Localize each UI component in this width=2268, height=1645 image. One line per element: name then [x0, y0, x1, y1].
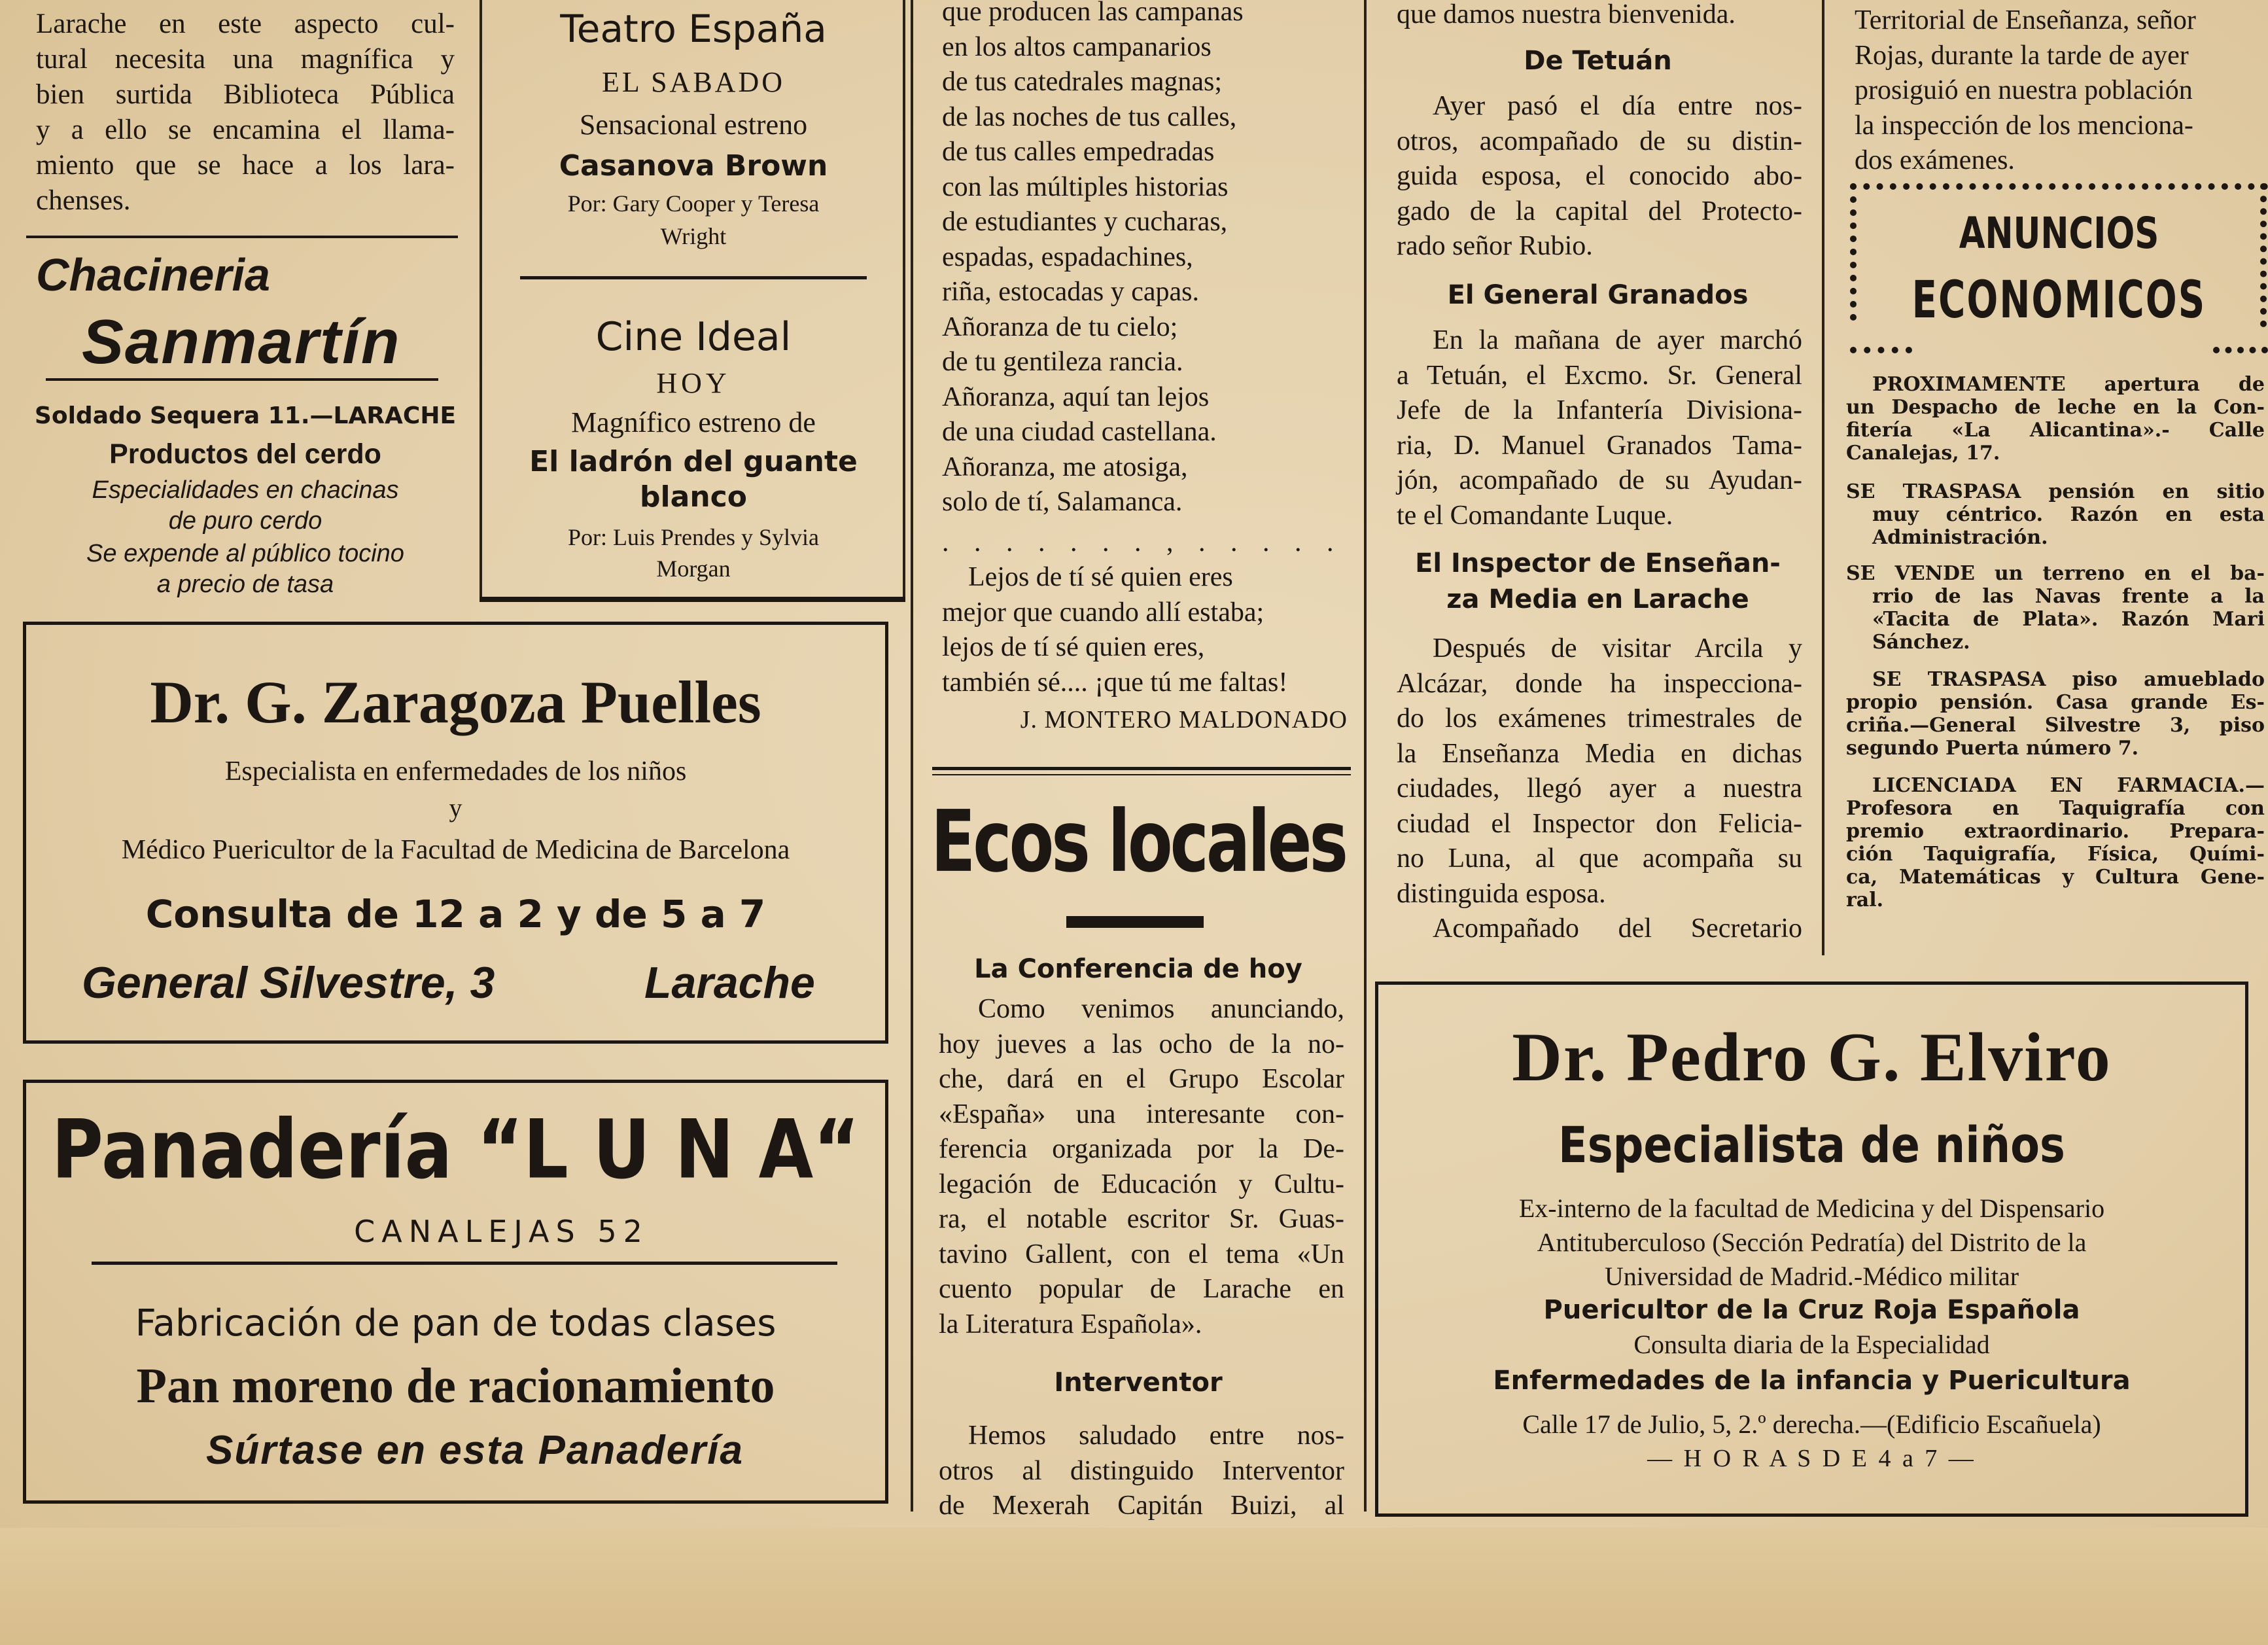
text-line: ra, el notable escritor Sr. Guas- [939, 1204, 1344, 1234]
text-line: En la mañana de ayer marchó [1433, 325, 1802, 355]
text-line: chenses. [36, 185, 131, 216]
poem-line: de tu gentileza rancia. [942, 347, 1183, 377]
teatro-espana-ad [484, 0, 903, 275]
text-line: che, dará en el Grupo Escolar [939, 1064, 1344, 1094]
chacineria-ad [20, 249, 471, 602]
text-line: y a ello se encamina el llama- [36, 115, 455, 145]
text-line: propio pensión. Casa grande Es- [1846, 691, 2265, 714]
inspection-article [1855, 3, 2267, 179]
teatro-film: Casanova Brown [559, 149, 828, 183]
anuncios-title-1: ANUNCIOS [1959, 208, 2159, 258]
divider [480, 597, 905, 602]
elviro-line: Consulta diaria de la Especialidad [1633, 1330, 1990, 1359]
cine-tagline: Magnífico estreno de [571, 406, 816, 438]
elviro-hours: — H O R A S D E 4 a 7 — [1647, 1445, 1976, 1472]
poem-line: Añoranza, me atosiga, [942, 451, 1188, 482]
text-line: PROXIMAMENTE apertura de [1872, 373, 2265, 396]
conference-heading: La Conferencia de hoy [974, 954, 1302, 984]
poem-line: riña, estocadas y capas. [942, 277, 1199, 307]
text-line: no Luna, al que acompaña su [1397, 843, 1802, 874]
text-line: premio extraordinario. Prepara- [1846, 820, 2265, 843]
text-line: guida esposa, el conocido abo- [1397, 161, 1802, 191]
local-news-column [1384, 0, 1812, 955]
cine-ideal-ad [484, 308, 903, 582]
text-line: un Despacho de leche en la Con- [1846, 396, 2265, 419]
zaragoza-city: Larache [644, 958, 815, 1008]
elviro-line: Antituberculoso (Sección Pedratía) del Distrito de la [1537, 1228, 2087, 1257]
text-line: prosiguió en nuestra población [1855, 75, 2193, 105]
elviro-name: Dr. Pedro G. Elviro [1512, 1019, 2112, 1095]
text-line: SE TRASPASA piso amueblado [1872, 668, 2265, 691]
ecos-locales-section [916, 792, 1361, 1521]
text-line: criña.—General Silvestre 3, piso [1846, 714, 2265, 737]
dotted-border [2260, 183, 2267, 327]
anuncios-economicos-header [1850, 183, 2268, 357]
divider [520, 276, 867, 279]
page-bottom-margin [0, 1528, 2268, 1645]
text-line: otros, acompañado de su distin- [1397, 126, 1802, 156]
divider [932, 767, 1351, 770]
chacineria-line: a precio de tasa [156, 571, 334, 598]
text-line: la Literatura Española». [939, 1309, 1202, 1339]
granados-text [1397, 323, 1802, 533]
classified-ad [1846, 480, 2265, 549]
elviro-line: Enfermedades de la infancia y Puericultura [1493, 1366, 2131, 1396]
luna-address: CANALEJAS 52 [354, 1214, 649, 1249]
text-line: Administración. [1872, 526, 2048, 549]
text-line: rrio de las Navas frente a la [1872, 585, 2265, 608]
inspector-text [1397, 631, 1802, 947]
poem-line: Añoranza, aquí tan lejos [942, 381, 1210, 412]
classified-ad [1846, 668, 2265, 760]
chacineria-line: Especialidades en chacinas [92, 476, 399, 504]
poem-line: de tus calles empedradas [942, 137, 1215, 167]
text-line: legación de Educación y Cultu- [939, 1169, 1344, 1199]
poem-line: Lejos de tí sé quien eres [968, 562, 1233, 592]
elviro-line: Calle 17 de Julio, 5, 2.º derecha.—(Edificio Escañuela) [1522, 1409, 2101, 1439]
text-line: Territorial de Enseñanza, señor [1855, 5, 2196, 35]
tetuan-text [1397, 89, 1802, 264]
poem-dots: . . . . . . . , . . . . . [942, 527, 1343, 557]
chacineria-address: Soldado Sequera 11.—LARACHE [34, 402, 457, 429]
panaderia-luna-ad [23, 1080, 888, 1504]
chacineria-title-1: Chacineria [36, 249, 270, 300]
poem-line: Añoranza de tu cielo; [942, 311, 1178, 342]
elviro-line: Ex-interno de la facultad de Medicina y del Dispensario [1518, 1194, 2105, 1223]
tetuan-heading: De Tetuán [1524, 46, 1672, 76]
luna-line-3: Súrtase en esta Panadería [206, 1428, 744, 1473]
zaragoza-and: y [449, 793, 462, 822]
text-line: Jefe de la Infantería Divisiona- [1397, 395, 1802, 425]
teatro-tagline: Sensacional estreno [579, 109, 808, 141]
poem-line: espadas, espadachines, [942, 241, 1193, 272]
text-line: ferencia organizada por la De- [939, 1134, 1344, 1164]
column-rule [903, 0, 905, 601]
column-rule [1364, 0, 1367, 1512]
text-line: ca, Matemáticas y Cultura Gene- [1846, 866, 2265, 889]
text-line: Profesora en Taquigrafía con [1846, 797, 2265, 820]
dotted-border [1850, 183, 1857, 321]
elviro-spec: Especialista de niños [1558, 1116, 2065, 1174]
classified-ad [1846, 562, 2265, 654]
text-line: Rojas, durante la tarde de ayer [1855, 40, 2189, 71]
interventor-heading: Interventor [1054, 1368, 1223, 1398]
text-line: jón, acompañado de su Ayudan- [1397, 465, 1802, 495]
chacineria-products: Productos del cerdo [109, 438, 381, 470]
text-line: ción Taquigrafía, Física, Quími- [1846, 843, 2265, 866]
interventor-text [939, 1419, 1344, 1524]
classified-ads [1846, 373, 2265, 911]
column-rule [480, 0, 482, 601]
column-rule [911, 0, 913, 1512]
zaragoza-street: General Silvestre, 3 [82, 958, 495, 1008]
biblioteca-article [36, 7, 455, 219]
poem-line: de las noches de tus calles, [942, 101, 1237, 132]
text-line: Larache en este aspecto cul- [36, 9, 455, 39]
text-line: de Mexerah Capitán Buizi, al [939, 1491, 1344, 1521]
text-line: SE VENDE un terreno en el ba- [1846, 562, 2265, 585]
poem-line: lejos de tí sé quien eres, [942, 632, 1205, 662]
text-line: tavino Gallent, con el tema «Un [939, 1239, 1344, 1269]
text-line: Alcázar, donde ha inspecciona- [1397, 668, 1802, 699]
text-line: bien surtida Biblioteca Pública [36, 79, 455, 110]
zaragoza-spec: Especialista en enfermedades de los niños [224, 756, 687, 787]
text-line: Canalejas, 17. [1846, 442, 2000, 465]
text-line: «Tacita de Plata». Razón Mari [1872, 608, 2265, 631]
ecos-title: Ecos locales [931, 792, 1346, 892]
poem-line: también sé.... ¡que tú me faltas! [942, 667, 1288, 698]
divider [92, 1262, 837, 1265]
text-line: ria, D. Manuel Granados Tama- [1397, 430, 1802, 461]
text-line: ciudades, llegó ayer a nuestra [1397, 773, 1802, 804]
teatro-name: Teatro España [560, 7, 827, 51]
text-line: que damos nuestra bienvenida. [1397, 0, 1736, 29]
text-line: fitería «La Alicantina».- Calle [1846, 419, 2265, 442]
text-line: miento que se hace a los lara- [36, 150, 455, 181]
text-line: te el Comandante Luque. [1397, 500, 1673, 531]
text-line: Sánchez. [1872, 631, 1970, 654]
elviro-line: Universidad de Madrid.-Médico militar [1604, 1262, 2019, 1291]
text-line: muy céntrico. Razón en esta [1872, 503, 2265, 526]
zaragoza-ad [23, 622, 888, 1044]
text-line: dos exámenes. [1855, 145, 2015, 175]
text-line: la inspección de los menciona- [1855, 110, 2193, 141]
luna-line-1: Fabricación de pan de todas clases [135, 1302, 776, 1345]
poem-line: con las múltiples historias [942, 171, 1229, 202]
text-line: Ayer pasó el día entre nos- [1433, 91, 1802, 121]
poem-line: en los altos campanarios [942, 31, 1212, 62]
inspector-heading: za Media en Larache [1446, 584, 1749, 614]
poem-line: de tus catedrales magnas; [942, 67, 1222, 97]
text-line: SE TRASPASA pensión en sitio [1846, 480, 2265, 503]
conference-text [939, 992, 1344, 1342]
chacineria-title-2: Sanmartín [82, 307, 401, 377]
cine-day: HOY [656, 367, 731, 399]
divider [26, 236, 458, 238]
text-line: cuento popular de Larache en [939, 1274, 1344, 1304]
luna-line-2: Pan moreno de racionamiento [136, 1358, 775, 1413]
text-line: la Enseñanza Media en dichas [1397, 738, 1802, 769]
salamanca-poem [942, 0, 1348, 738]
text-line: Hemos saludado entre nos- [968, 1421, 1344, 1451]
text-line: LICENCIADA EN FARMACIA.— [1872, 774, 2265, 797]
text-line: a Tetuán, el Excmo. Sr. General [1397, 360, 1802, 391]
text-line: tural necesita una magnífica y [36, 44, 455, 75]
poem-line: solo de tí, Salamanca. [942, 487, 1183, 517]
divider [932, 774, 1351, 775]
poem-line: de una ciudad castellana. [942, 417, 1217, 447]
text-line: rado señor Rubio. [1397, 231, 1593, 261]
anuncios-title-2: ECONOMICOS [1911, 271, 2207, 330]
poem-line: de estudiantes y cucharas, [942, 207, 1228, 237]
divider [1066, 916, 1204, 928]
divider [46, 378, 438, 381]
teatro-cast: Wright [660, 223, 727, 249]
zaragoza-name: Dr. G. Zaragoza Puelles [150, 669, 761, 735]
text-line: Como venimos anunciando, [978, 994, 1344, 1024]
luna-title: Panadería “L U N A“ [51, 1103, 860, 1197]
inspector-heading: El Inspector de Enseñan- [1415, 548, 1781, 578]
text-line: otros al distinguido Interventor [939, 1455, 1344, 1486]
text-line: distinguida esposa. [1397, 878, 1606, 909]
granados-heading: El General Granados [1447, 280, 1749, 310]
cine-name: Cine Ideal [595, 314, 792, 360]
text-line: ciudad el Inspector don Felicia- [1397, 808, 1802, 839]
text-line: hoy jueves a las ocho de la no- [939, 1029, 1344, 1059]
dotted-border [2213, 347, 2268, 353]
cine-film: blanco [640, 480, 747, 514]
dotted-border [1850, 183, 2268, 190]
text-line: Después de visitar Arcila y [1433, 633, 1802, 663]
classified-ad [1846, 774, 2265, 911]
poem-line: mejor que cuando allí estaba; [942, 597, 1265, 628]
text-line: Acompañado del Secretario [1433, 913, 1802, 944]
text-line: «España» una interesante con- [939, 1099, 1344, 1129]
cine-film: El ladrón del guante [529, 445, 858, 478]
text-line: ral. [1846, 889, 1884, 911]
zaragoza-medico: Médico Puericultor de la Facultad de Medicina de Barcelona [121, 835, 790, 865]
elviro-line: Puericultor de la Cruz Roja Española [1543, 1295, 2080, 1325]
poem-author: J. MONTERO MALDONADO [1020, 706, 1348, 734]
classified-ad [1846, 373, 2265, 465]
teatro-cast: Por: Gary Cooper y Teresa [567, 190, 820, 217]
dotted-border [1850, 347, 1912, 353]
cine-cast: Por: Luis Prendes y Sylvia [568, 524, 819, 550]
text-line: do los exámenes trimestrales de [1397, 703, 1802, 734]
elviro-ad [1375, 982, 2248, 1517]
cine-cast: Morgan [656, 556, 731, 582]
chacineria-line: Se expende al público tocino [86, 540, 404, 567]
teatro-day: EL SABADO [601, 66, 786, 98]
text-line: gado de la capital del Protecto- [1397, 196, 1802, 226]
zaragoza-hours: Consulta de 12 a 2 y de 5 a 7 [145, 892, 766, 936]
poem-line: que producen las campanas [942, 0, 1244, 27]
chacineria-line: de puro cerdo [168, 507, 323, 535]
text-line: segundo Puerta número 7. [1846, 737, 2139, 760]
column-rule [1822, 0, 1824, 955]
